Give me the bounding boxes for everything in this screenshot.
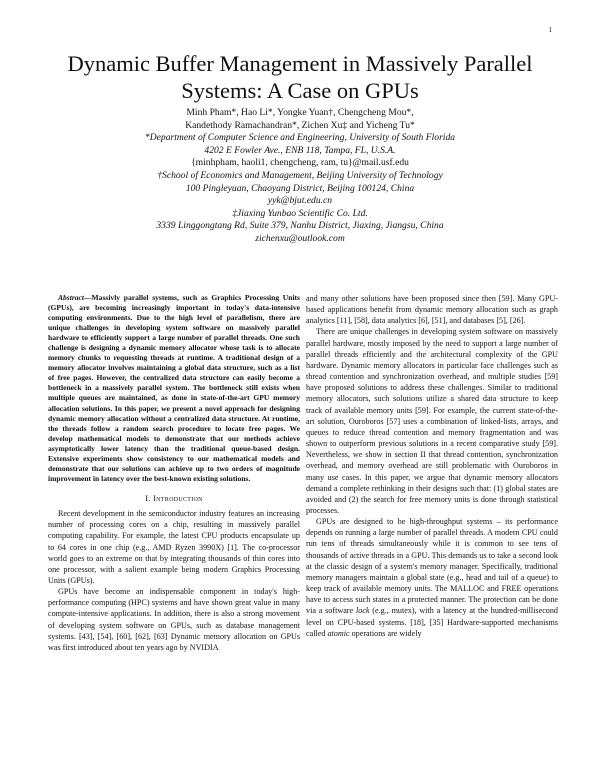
free-term: FREE <box>501 584 522 594</box>
section-number: I. <box>145 493 151 503</box>
paragraph-5-part-b: and <box>484 584 502 594</box>
paragraph-5-part-e: operations are widely <box>349 628 422 638</box>
abstract-label: Abstract <box>58 293 84 302</box>
author-names-line-1: Minh Pham*, Hao Li*, Yongke Yuan†, Chengcheng Mou*, <box>186 107 414 118</box>
paper-title: Dynamic Buffer Management in Massively Parallel Systems: A Case on GPUs <box>67 51 533 103</box>
affiliation-3-department: ‡Jiaxing Yunbao Scientific Co. Ltd. <box>232 207 368 219</box>
affiliation-1-email: {minhpham, haoli1, chengcheng, ram, tu}@mail.usf.edu <box>191 157 409 169</box>
affiliation-1-address: 4202 E Fowler Ave., ENB 118, Tampa, FL, U.S.A. <box>204 144 396 156</box>
left-column <box>48 293 300 653</box>
lock-term: lock <box>355 606 370 616</box>
section-heading-introduction <box>48 493 300 504</box>
affiliation-1-department: *Department of Computer Science and Engineering, University of South Florida <box>144 132 456 144</box>
section-title: Introduction <box>153 493 203 503</box>
paragraph-5-part-c: operations have to access such states in a protected manner. The protection can be done via a software <box>306 584 558 616</box>
malloc-term: MALLOC <box>450 584 485 594</box>
atomic-term: atomic <box>327 628 350 638</box>
affiliation-3-address: 3339 Linggongtang Rd, Suite 379, Nanhu District, Jiaxing, Jiangsu, China <box>156 220 444 232</box>
author-names-line-2: Kandethody Ramachandran*, Zichen Xu‡ and Yicheng Tu* <box>185 119 415 131</box>
affiliation-2-department: †School of Economics and Management, Beijing University of Technology <box>157 169 443 181</box>
paragraph-5-part-d: (e.g., mutex), with a latency at the hundred-millisecond level on CPU-based systems. [18], [35] Hardware-supported mechanisms called <box>306 606 558 638</box>
intro-paragraph-3: and many other solutions have been proposed since then [59]. Many GPU-based applications benefit from dynamic memory allocation such as graph analytics [11], [58], data analytics [6], [51], and databases [5], [26]. <box>306 294 558 326</box>
affiliation-3-email: zichenxu@outlook.com <box>255 232 345 244</box>
intro-paragraph-1: Recent development in the semiconductor industry features an increasing number of processing cores on a chip, resulting in massively parallel computing capability. For example, the latest CPU products encapsulate up to 64 cores in one chip (e.g., AMD Ryzen 3990X) [1]. The co-processor world goes to an extreme on that by integrating thousands of thin cores into one processor, with a salient example being modern Graphics Processing Units (GPUs). <box>48 509 300 585</box>
intro-paragraph-2: GPUs have become an indispensable component in today's high-performance computing (HPC) systems and have shown great value in many compute-intensive applications. In addition, there is also a strong movement of developing system software on GPUs, such as database management systems. [43], [54], [60], [62], [63] Dynamic memory allocation on GPUs was first introduced about ten years ago by NVIDIA <box>48 587 300 652</box>
author-block <box>40 107 560 246</box>
intro-paragraph-5 <box>306 516 558 639</box>
paragraph-5-part-a: GPUs are designed to be high-throughput systems – its performance depends on running a large number of parallel threads. A modern CPU could run tens of threads simultaneously while it is common to see tens of thousands of active threads in a GPU. This demands us to take a second look at the classic design of a system's memory manager. Specifically, traditional memory managers maintain a global state (e.g., head and tail of a queue) to keep track of available memory units. The <box>306 517 558 594</box>
abstract-text: —Massivly parallel systems, such as Graphics Processing Units (GPUs), are becoming increasingly important in today's data-intensive computing environments. Due to the high level of parallelism, there are unique challenges in developing system software on massively parallel hardware to efficiently support a large number of parallel threads. One such challenge is designing a dynamic memory allocator whose task is to allocate memory chunks to requesting threads at runtime. A traditional design of a memory allocator involves maintaining a global data structure, such as a list of free pages. However, the centralized data structure can easily become a bottleneck in a massively parallel system. The bottleneck still exists when multiple queues are maintained, as done in state-of-the-art GPU memory allocation solutions. In this paper, we present a novel approach for designing dynamic memory allocation without a centralized data structure. At runtime, the threads follow a random search procedure to locate free pages. We develop mathematical models to demonstrate that our methods achieve asymptotically lower latency than the traditional queue-based design. Extensive experiments show consistency to our mathematical models and demonstrate that our solutions can achieve up to two orders of magnitude improvement in latency over the best-known existing solutions. <box>48 293 300 483</box>
page-number: 1 <box>548 26 552 34</box>
intro-paragraph-4: There are unique challenges in developing system software on massively parallel hardware, mostly imposed by the need to support a large number of parallel threads efficiently and the architectural complexity of the GPU hardware. Dynamic memory allocators in particular face challenges such as thread contention and synchronization overhead, and multiple studies [59] have proposed solutions to address these challenges. Similar to traditional memory allocators, such solutions utilize a shared data structure to keep track of available memory units [59]. For example, the current state-of-the-art solution, Ouroboros [57] uses a combination of linked-lists, arrays, and queues to reduce thread contention and memory fragmentation and was shown to outperform previous solutions in a recent comparative study [59]. Nevertheless, we show in section II that thread contention, synchronization overhead, and memory overhead are still problematic with Ouroboros in many use cases. In this paper, we argue that dynamic memory allocators demand a complete rethinking in their designs such that: (1) global states are avoided and (2) the search for free memory units is done through statistical processes. <box>306 327 558 515</box>
affiliation-2-address: 100 Pingleyuan, Chaoyang District, Beijing 100124, China <box>185 182 415 194</box>
abstract <box>48 293 300 484</box>
affiliation-2-email: yyk@bjut.edu.cn <box>267 195 333 207</box>
right-column <box>306 293 558 639</box>
